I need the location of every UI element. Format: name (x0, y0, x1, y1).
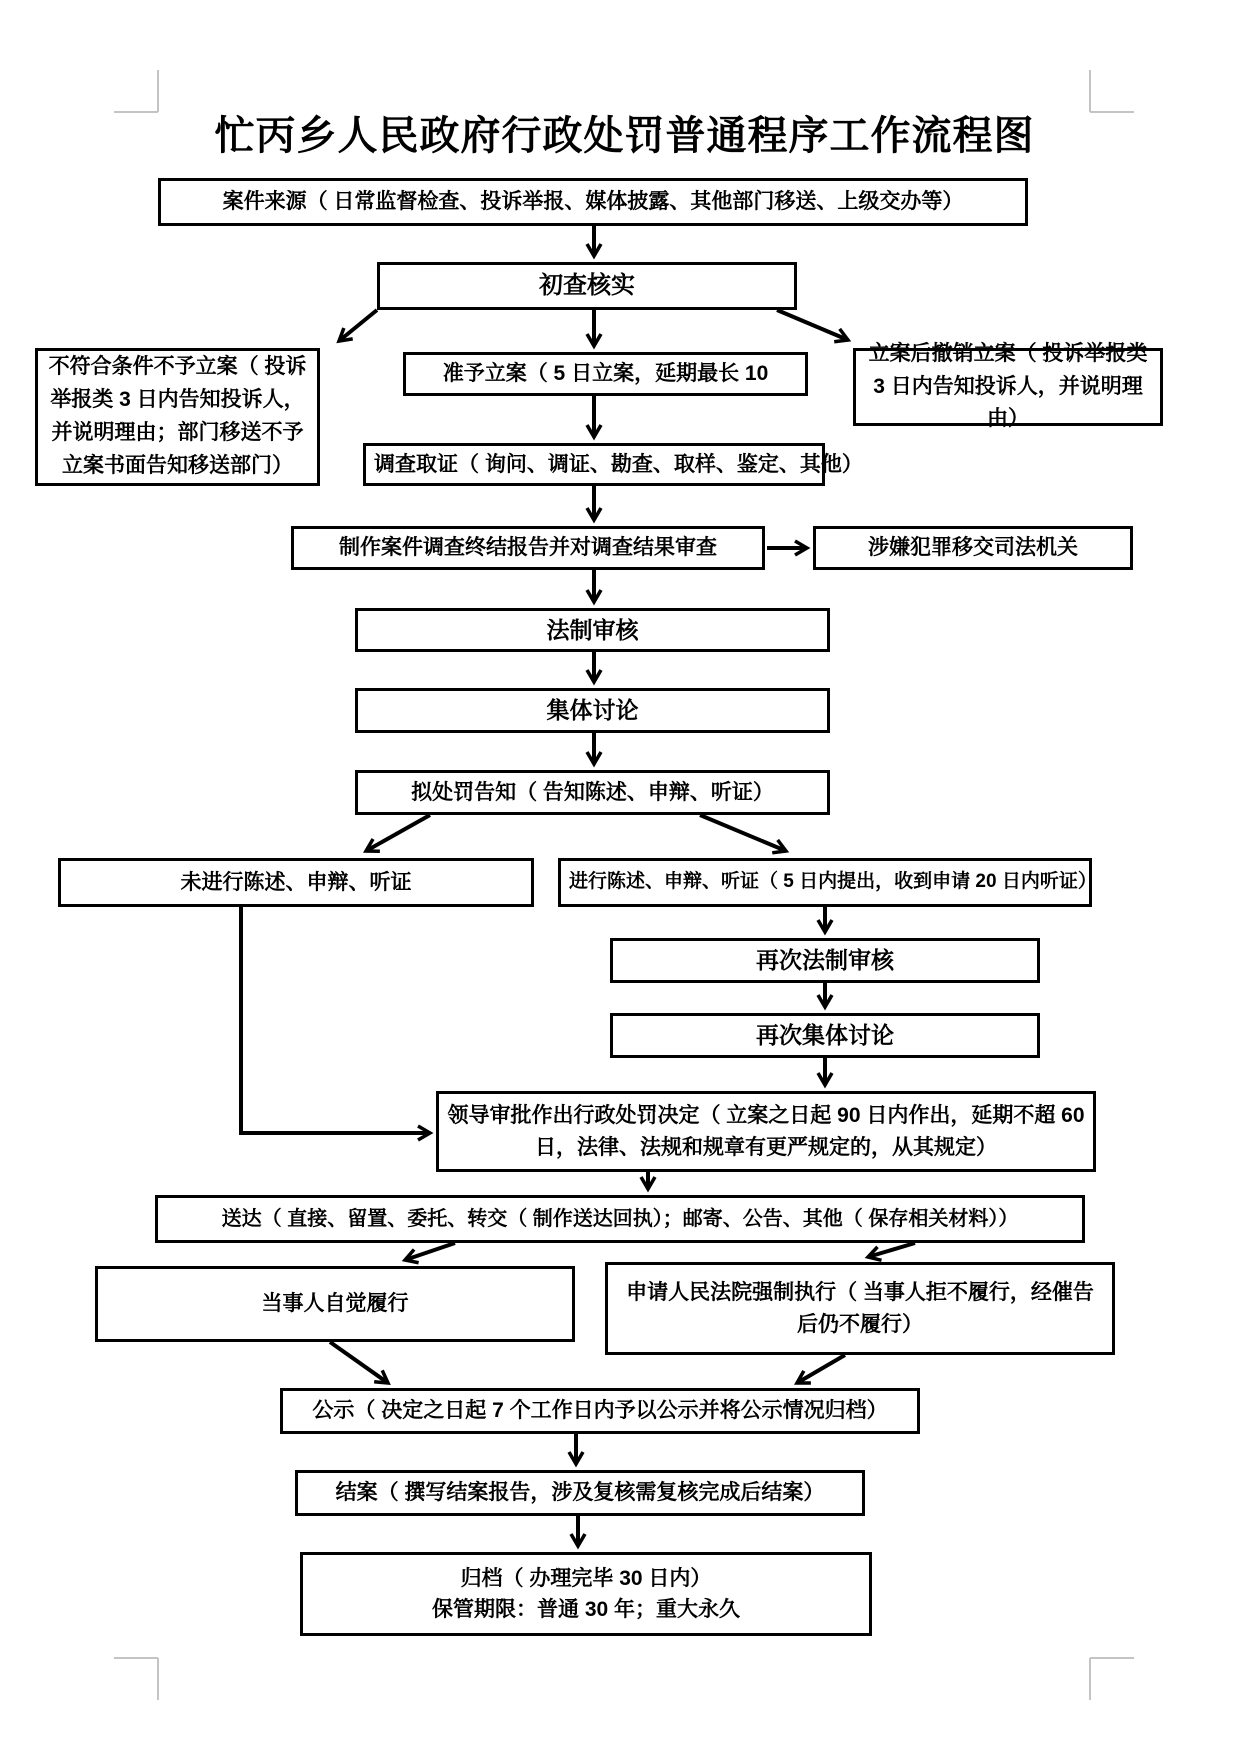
node-group-discussion-label: 集体讨论 (546, 697, 639, 724)
arrow-notice-to-statement (700, 815, 786, 851)
node-leader-approval (436, 1091, 1096, 1172)
node-approve-filing (403, 352, 808, 396)
node-group-discussion (355, 688, 830, 733)
node-penalty-notice (355, 770, 830, 815)
node-approve-filing-label: 准予立案（ 5 日立案，延期最长 10 (442, 362, 769, 386)
node-report-review (291, 526, 765, 570)
node-penalty-notice-label: 拟处罚告知（ 告知陈述、申辩、听证） (411, 780, 774, 804)
arrow-nostatement-to-leader (241, 907, 430, 1133)
node-no-filing (35, 348, 320, 486)
node-voluntary-compliance-label: 当事人自觉履行 (261, 1292, 409, 1316)
node-legal-review-label: 法制审核 (546, 616, 639, 643)
node-no-statement-label: 未进行陈述、申辩、听证 (180, 870, 412, 894)
node-archive-line2: 保管期限：普通 30 年；重大永久 (431, 1598, 741, 1621)
node-withdraw-filing (853, 342, 1163, 431)
arrow-check-to-nofiling (339, 310, 377, 341)
node-judicial-transfer-label: 涉嫌犯罪移交司法机关 (868, 536, 1078, 560)
crop-mark-bottom-right (1090, 1658, 1134, 1700)
node-second-group-discussion (610, 1013, 1040, 1058)
arrow-check-to-withdraw (777, 310, 848, 340)
node-case-closing (295, 1470, 865, 1516)
node-voluntary-compliance (95, 1266, 575, 1342)
page-title: 忙丙乡人民政府行政处罚普通程序工作流程图 (214, 113, 1035, 158)
node-second-legal-review (610, 938, 1040, 983)
node-initial-check-label: 初查核实 (539, 272, 635, 299)
node-archive-line1: 归档（ 办理完毕 30 日内） (460, 1566, 712, 1590)
node-leader-approval-label: 领导审批作出行政处罚决定（ 立案之日起 90 日内作出，延期不超 60 日，法律、法规和规章有更严规定的，从其规定） (447, 1104, 1085, 1159)
arrow-delivery-to-voluntary (405, 1243, 455, 1260)
node-delivery-label: 送达（ 直接、留置、委托、转交（ 制作送达回执）；邮寄、公告、其他（ 保存相关材料）） (221, 1208, 1019, 1230)
node-no-filing-label: 不符合条件不予立案（ 投诉举报类 3 日内告知投诉人，并说明理由；部门移送不予立案书面告知移送部门） (48, 355, 307, 477)
node-legal-review (355, 608, 830, 652)
node-publicity-label: 公示（ 决定之日起 7 个工作日内予以公示并将公示情况归档） (312, 1399, 888, 1423)
arrow-notice-to-nostatement (366, 815, 430, 851)
crop-mark-bottom-left (114, 1658, 158, 1700)
node-investigation-label: 调查取证（ 询问、调证、勘查、取样、鉴定、其他） (374, 452, 863, 476)
node-judicial-transfer (813, 526, 1133, 570)
node-publicity (280, 1388, 920, 1434)
node-case-source-label: 案件来源（ 日常监督检查、投诉举报、媒体披露、其他部门移送、上级交办等） (222, 190, 964, 214)
arrow-enforcement-to-publicity (797, 1355, 845, 1383)
node-case-closing-label: 结案（ 撰写结案报告，涉及复核需复核完成后结案） (335, 1481, 825, 1505)
node-initial-check (377, 262, 797, 310)
node-case-source (158, 178, 1028, 226)
node-court-enforcement (605, 1262, 1115, 1355)
node-investigation (363, 443, 863, 486)
node-report-review-label: 制作案件调查终结报告并对调查结果审查 (339, 536, 717, 560)
node-no-statement (58, 858, 534, 907)
node-delivery (155, 1195, 1085, 1243)
arrow-voluntary-to-publicity (330, 1342, 388, 1383)
node-court-enforcement-label: 申请人民法院强制执行（ 当事人拒不履行，经催告后仍不履行） (626, 1281, 1094, 1336)
node-statement (558, 858, 1097, 907)
arrow-delivery-to-enforcement (868, 1243, 915, 1257)
node-archive (300, 1552, 872, 1636)
node-withdraw-filing-label: 立案后撤销立案（ 投诉举报类 3 日内告知投诉人，并说明理由） (868, 342, 1148, 431)
node-statement-label: 进行陈述、申辩、听证（ 5 日内提出，收到申请 20 日内听证） (569, 871, 1097, 893)
node-second-group-discussion-label: 再次集体讨论 (756, 1022, 894, 1049)
node-second-legal-review-label: 再次法制审核 (756, 947, 894, 974)
